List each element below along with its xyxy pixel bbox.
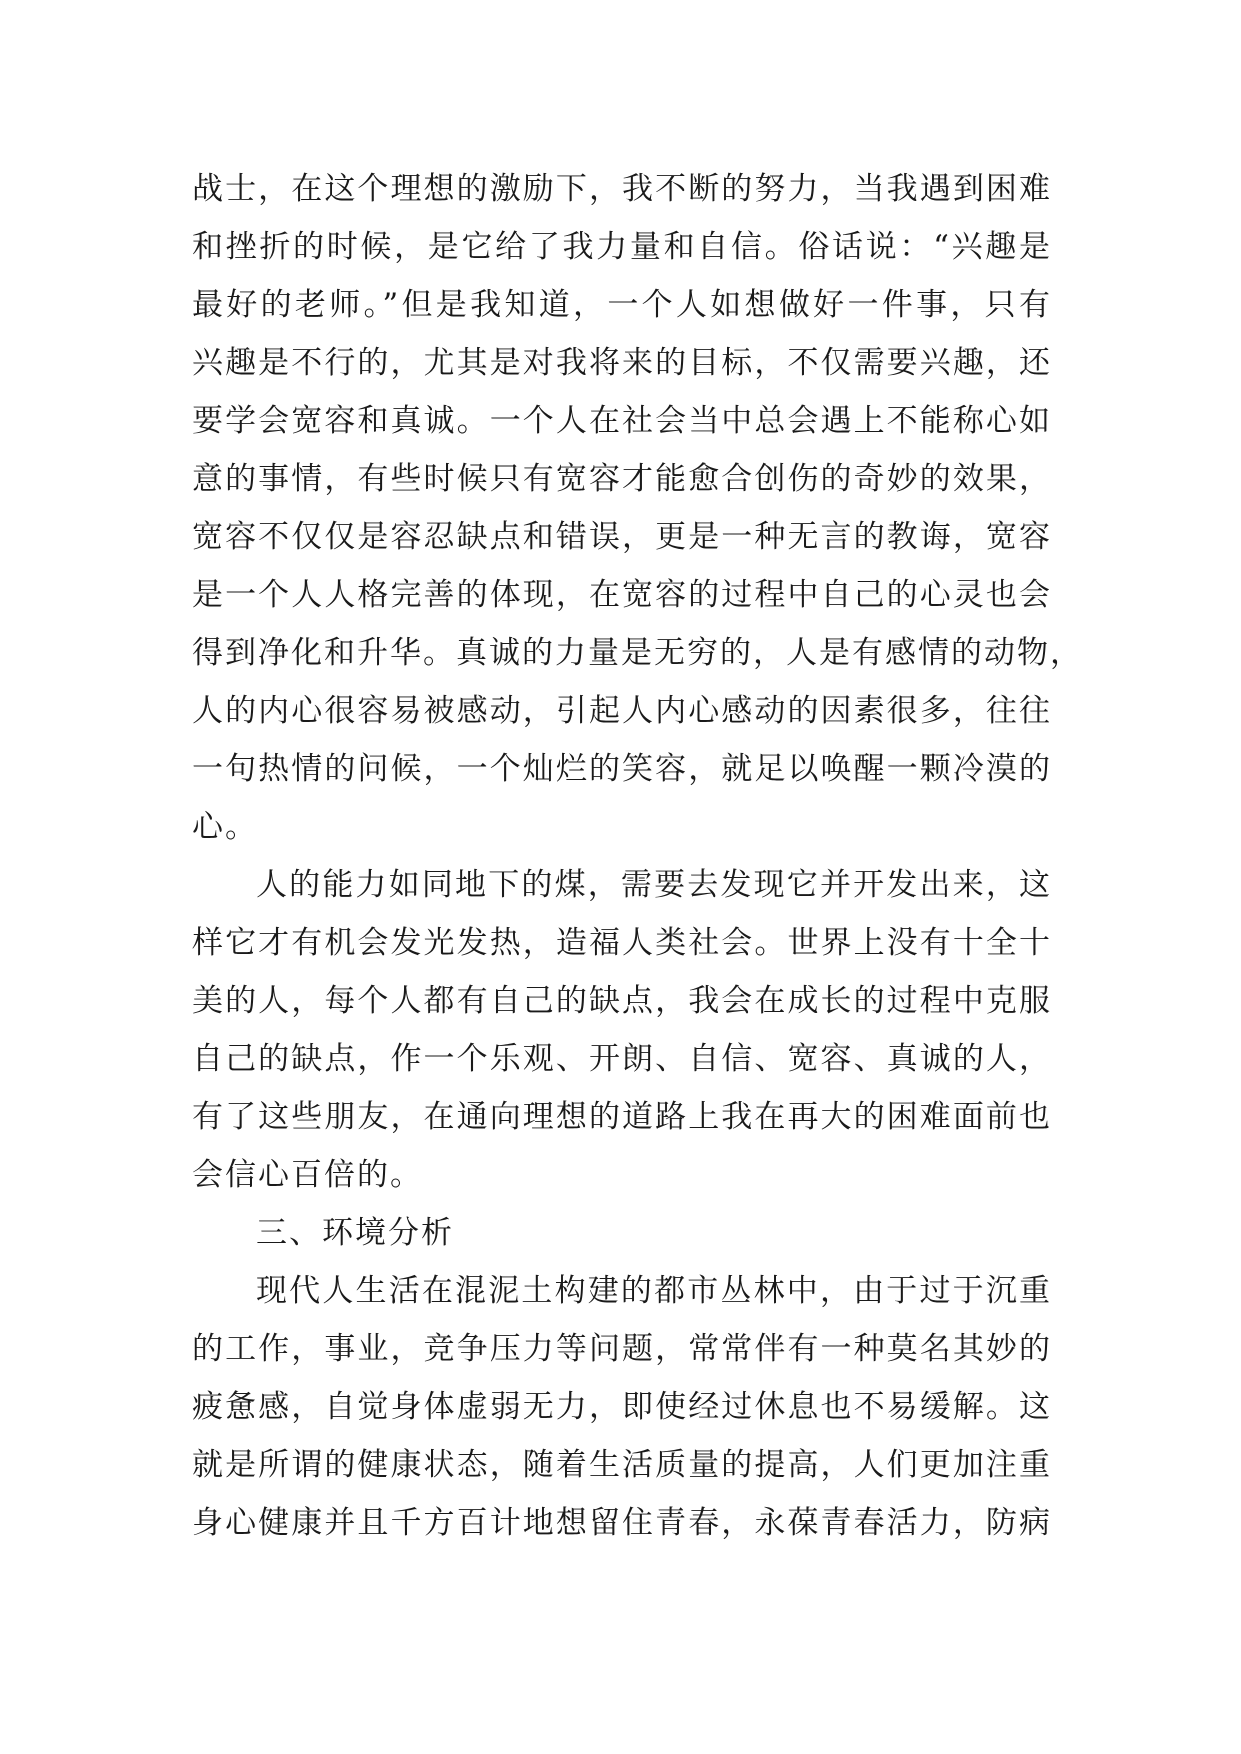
- text-line: 得到净化和升华。真诚的力量是无穷的，人是有感情的动物，: [192, 635, 1083, 671]
- text-line: 和挫折的时候，是它给了我力量和自信。俗话说：“兴趣是: [192, 229, 1052, 265]
- text-line: 身心健康并且千方百计地想留住青春，永葆青春活力，防病: [192, 1505, 1052, 1541]
- text-line: 的工作，事业，竞争压力等问题，常常伴有一种莫名其妙的: [192, 1331, 1052, 1367]
- text-line: 美的人，每个人都有自己的缺点，我会在成长的过程中克服: [192, 983, 1052, 1019]
- text-line: 是一个人人格完善的体现，在宽容的过程中自己的心灵也会: [192, 577, 1052, 613]
- text-line: 有了这些朋友，在通向理想的道路上我在再大的困难面前也: [192, 1099, 1052, 1135]
- text-line: 现代人生活在混泥土构建的都市丛林中，由于过于沉重: [256, 1273, 1052, 1309]
- text-line: 宽容不仅仅是容忍缺点和错误，更是一种无言的教诲，宽容: [192, 519, 1052, 555]
- text-line: 意的事情，有些时候只有宽容才能愈合创伤的奇妙的效果，: [192, 461, 1052, 497]
- text-line: 三、环境分析: [256, 1215, 454, 1251]
- text-line: 疲惫感，自觉身体虚弱无力，即使经过休息也不易缓解。这: [192, 1389, 1052, 1425]
- text-line: 心。: [192, 809, 258, 845]
- text-line: 兴趣是不行的，尤其是对我将来的目标，不仅需要兴趣，还: [192, 345, 1052, 381]
- text-line: 一句热情的问候，一个灿烂的笑容，就足以唤醒一颗冷漠的: [192, 751, 1052, 787]
- text-line: 战士，在这个理想的激励下，我不断的努力，当我遇到困难: [192, 171, 1052, 207]
- text-line: 样它才有机会发光发热，造福人类社会。世界上没有十全十: [192, 925, 1052, 961]
- text-line: 最好的老师。”但是我知道，一个人如想做好一件事，只有: [192, 287, 1052, 323]
- text-line: 就是所谓的健康状态，随着生活质量的提高，人们更加注重: [192, 1447, 1052, 1483]
- text-line: 自己的缺点，作一个乐观、开朗、自信、宽容、真诚的人，: [192, 1041, 1052, 1077]
- text-line: 人的内心很容易被感动，引起人内心感动的因素很多，往往: [192, 693, 1052, 729]
- text-line: 要学会宽容和真诚。一个人在社会当中总会遇上不能称心如: [192, 403, 1052, 439]
- body-text: [192, 160, 1083, 1552]
- text-line: 会信心百倍的。: [192, 1157, 423, 1193]
- text-line: 人的能力如同地下的煤，需要去发现它并开发出来，这: [256, 867, 1052, 903]
